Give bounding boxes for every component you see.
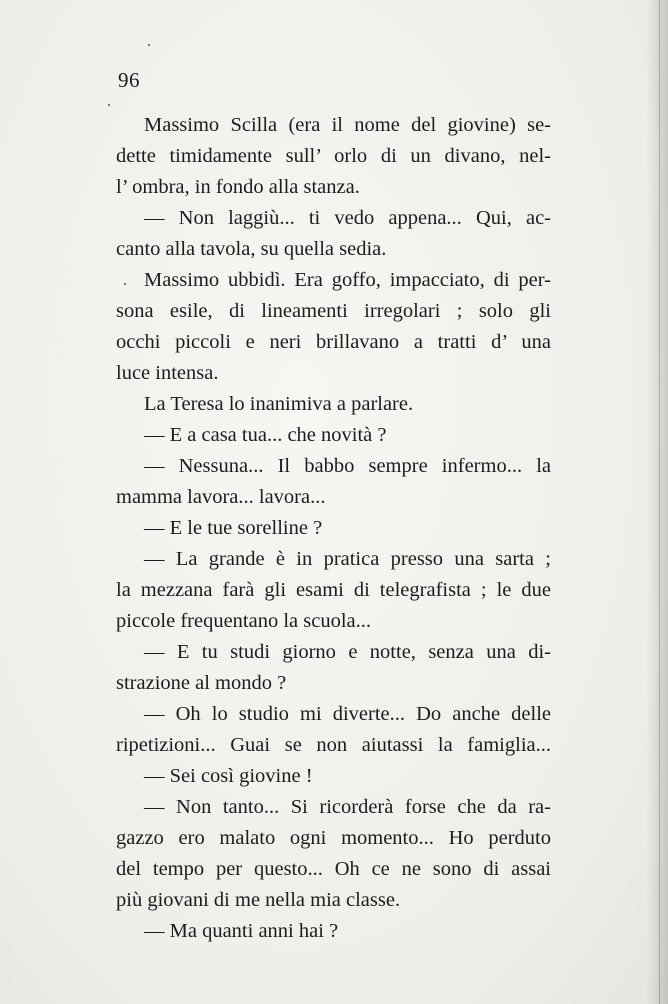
text-line: più giovani di me nella mia classe. [116,889,401,911]
body-text [116,110,551,947]
text-line: Massimo Scilla (era il nome del giovine) se- [144,114,551,136]
text-line: strazione al mondo ? [116,672,287,694]
page-edge-line [659,0,660,1004]
text-line: — Ma quanti anni hai ? [144,920,339,942]
text-line: — Oh lo studio mi diverte... Do anche delle [144,703,551,725]
page-edge-shadow [646,0,668,1004]
text-line: ripetizioni... Guai se non aiutassi la famiglia... [116,734,551,756]
text-line: piccole frequentano la scuola... [116,610,371,632]
text-line: Massimo ubbidì. Era goffo, impacciato, di per- [144,269,551,291]
text-line: mamma lavora... lavora... [116,486,326,508]
text-line: — E le tue sorelline ? [144,517,323,539]
text-line: La Teresa lo inanimiva a parlare. [144,393,414,415]
paper-speck [148,44,150,46]
text-line: — Non tanto... Si ricorderà forse che da ra- [144,796,551,818]
text-line: occhi piccoli e neri brillavano a tratti d’ una [116,331,551,353]
paper-speck [108,104,110,106]
text-line: sona esile, di lineamenti irregolari ; solo gli [116,300,551,322]
text-line: canto alla tavola, su quella sedia. [116,238,387,260]
text-line: — Nessuna... Il babbo sempre infermo... la [144,455,551,477]
text-line: luce intensa. [116,362,219,384]
text-line: — E tu studi giorno e notte, senza una di- [144,641,551,663]
text-line: la mezzana farà gli esami di telegrafista ; le due [116,579,551,601]
text-line: — Sei così giovine ! [144,765,313,787]
text-line: l’ ombra, in fondo alla stanza. [116,176,360,198]
text-line: gazzo ero malato ogni momento... Ho perduto [116,827,551,849]
text-line: — La grande è in pratica presso una sarta ; [144,548,551,570]
text-line: dette timidamente sull’ orlo di un divano, nel- [116,145,551,167]
text-line: del tempo per questo... Oh ce ne sono di assai [116,858,551,880]
text-line: — Non laggiù... ti vedo appena... Qui, ac- [144,207,551,229]
text-line: — E a casa tua... che novità ? [144,424,387,446]
page-number: 96 [118,68,140,92]
